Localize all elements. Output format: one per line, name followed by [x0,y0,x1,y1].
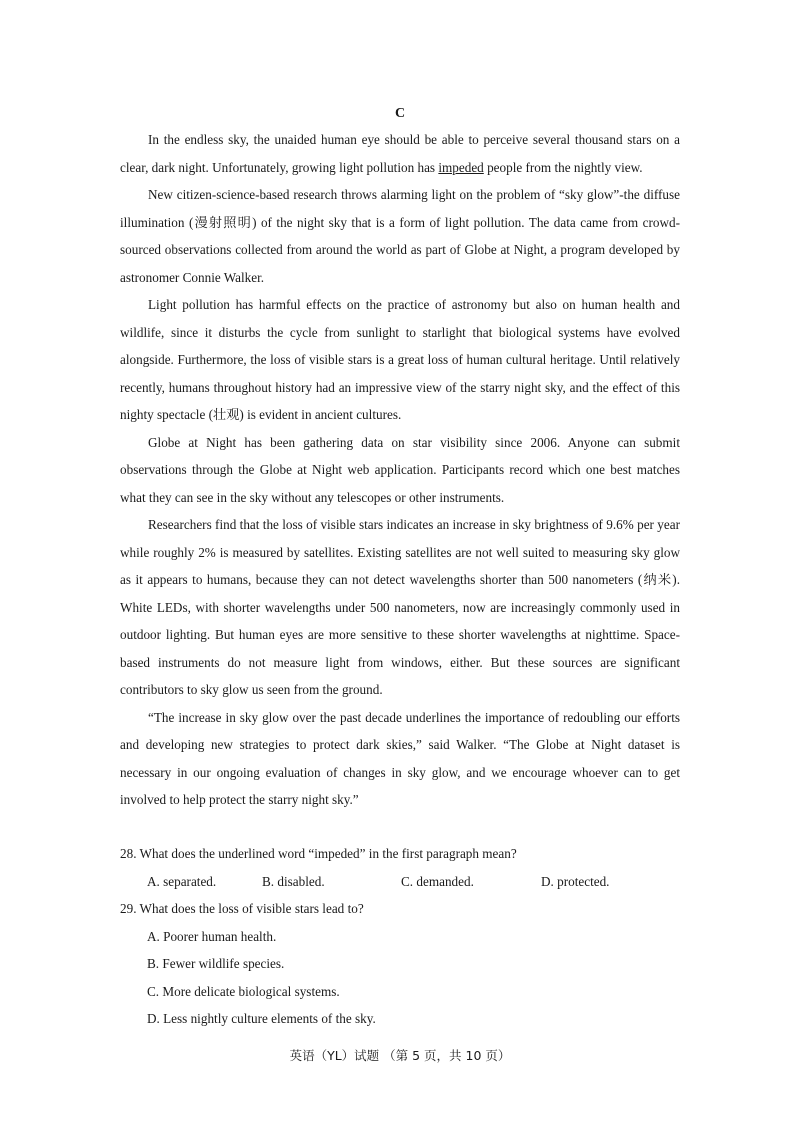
paragraph-4: Globe at Night has been gathering data on star visibility since 2006. Anyone can submit observations through the Globe at Night web application. Participants record which one best matches what they can see in the sky without any telescopes or other instruments. [120,434,680,505]
question-28-option-c: C. demanded. [401,873,474,889]
question-28-option-b: B. disabled. [262,873,325,889]
underlined-word: impeded [438,159,484,175]
question-28-option-d: D. protected. [541,873,610,889]
question-29-options [120,923,700,1033]
question-28-option-a: A. separated. [147,873,217,889]
paragraph-5: Researchers find that the loss of visible stars indicates an increase in sky brightness of 9.6% per year while roughly 2% is measured by satellites. Existing satellites are not well suited to measuring sky glow as it appears to humans, because they can not detect wavelengths shorter than 500 nanometers (纳米). White LEDs, with shorter wavelengths under 500 nanometers, now are increasingly commonly used in outdoor lighting. But human eyes are more sensitive to these shorter wavelengths at nighttime. Space-based instruments do not measure light from windows, either. But these sources are significant contributors to sky glow us seen from the ground. [120,517,680,697]
question-29-option-a: A. Poorer human health. [147,928,277,944]
paragraph-1-after: people from the nightly view. [483,159,643,175]
question-28-stem: 28. What does the underlined word “impeded” in the first paragraph mean? [120,846,517,861]
paragraph-2: New citizen-science-based research throws alarming light on the problem of “sky glow”-the diffuse illumination (漫射照明) of the night sky that is a form of light pollution. The data came from crowd-sourced observations collected from around the world as part of Globe at Night, a program developed by astronomer Connie Walker. [120,187,680,285]
question-29-stem: 29. What does the loss of visible stars lead to? [120,901,364,916]
paragraph-1 [120,126,680,181]
paragraph-1-before: In the endless sky, the unaided human eye should be able to perceive several thousand stars on a clear, dark night. Unfortunately, growing light pollution has [120,132,680,175]
question-29-option-d: D. Less nightly culture elements of the sky. [147,1011,376,1026]
page-footer: 英语（YL）试题 （第 5 页，共 10 页） [289,1048,511,1063]
section-label: C [394,106,406,121]
paragraph-6: “The increase in sky glow over the past decade underlines the importance of redoubling our efforts and developing new strategies to protect dark skies,” said Walker. “The Globe at Night dataset is necessary in our ongoing evaluation of changes in sky glow, and we encourage whoever can to get involved to help protect the starry night sky.” [120,709,680,807]
question-list [120,840,700,1033]
paragraph-3: Light pollution has harmful effects on the practice of astronomy but also on human health and wildlife, since it disturbs the cycle from sunlight to starlight that biological systems have evolved alongside. Furthermore, the loss of visible stars is a great loss of human cultural heritage. Until relatively recently, humans throughout history had an impressive view of the starry night sky, and the effect of this nighty spectacle (壮观) is evident in ancient cultures. [120,297,680,422]
question-28-options [120,868,700,896]
question-29-option-b: B. Fewer wildlife species. [147,956,285,971]
reading-passage [120,126,680,814]
question-29-option-c: C. More delicate biological systems. [147,983,340,999]
